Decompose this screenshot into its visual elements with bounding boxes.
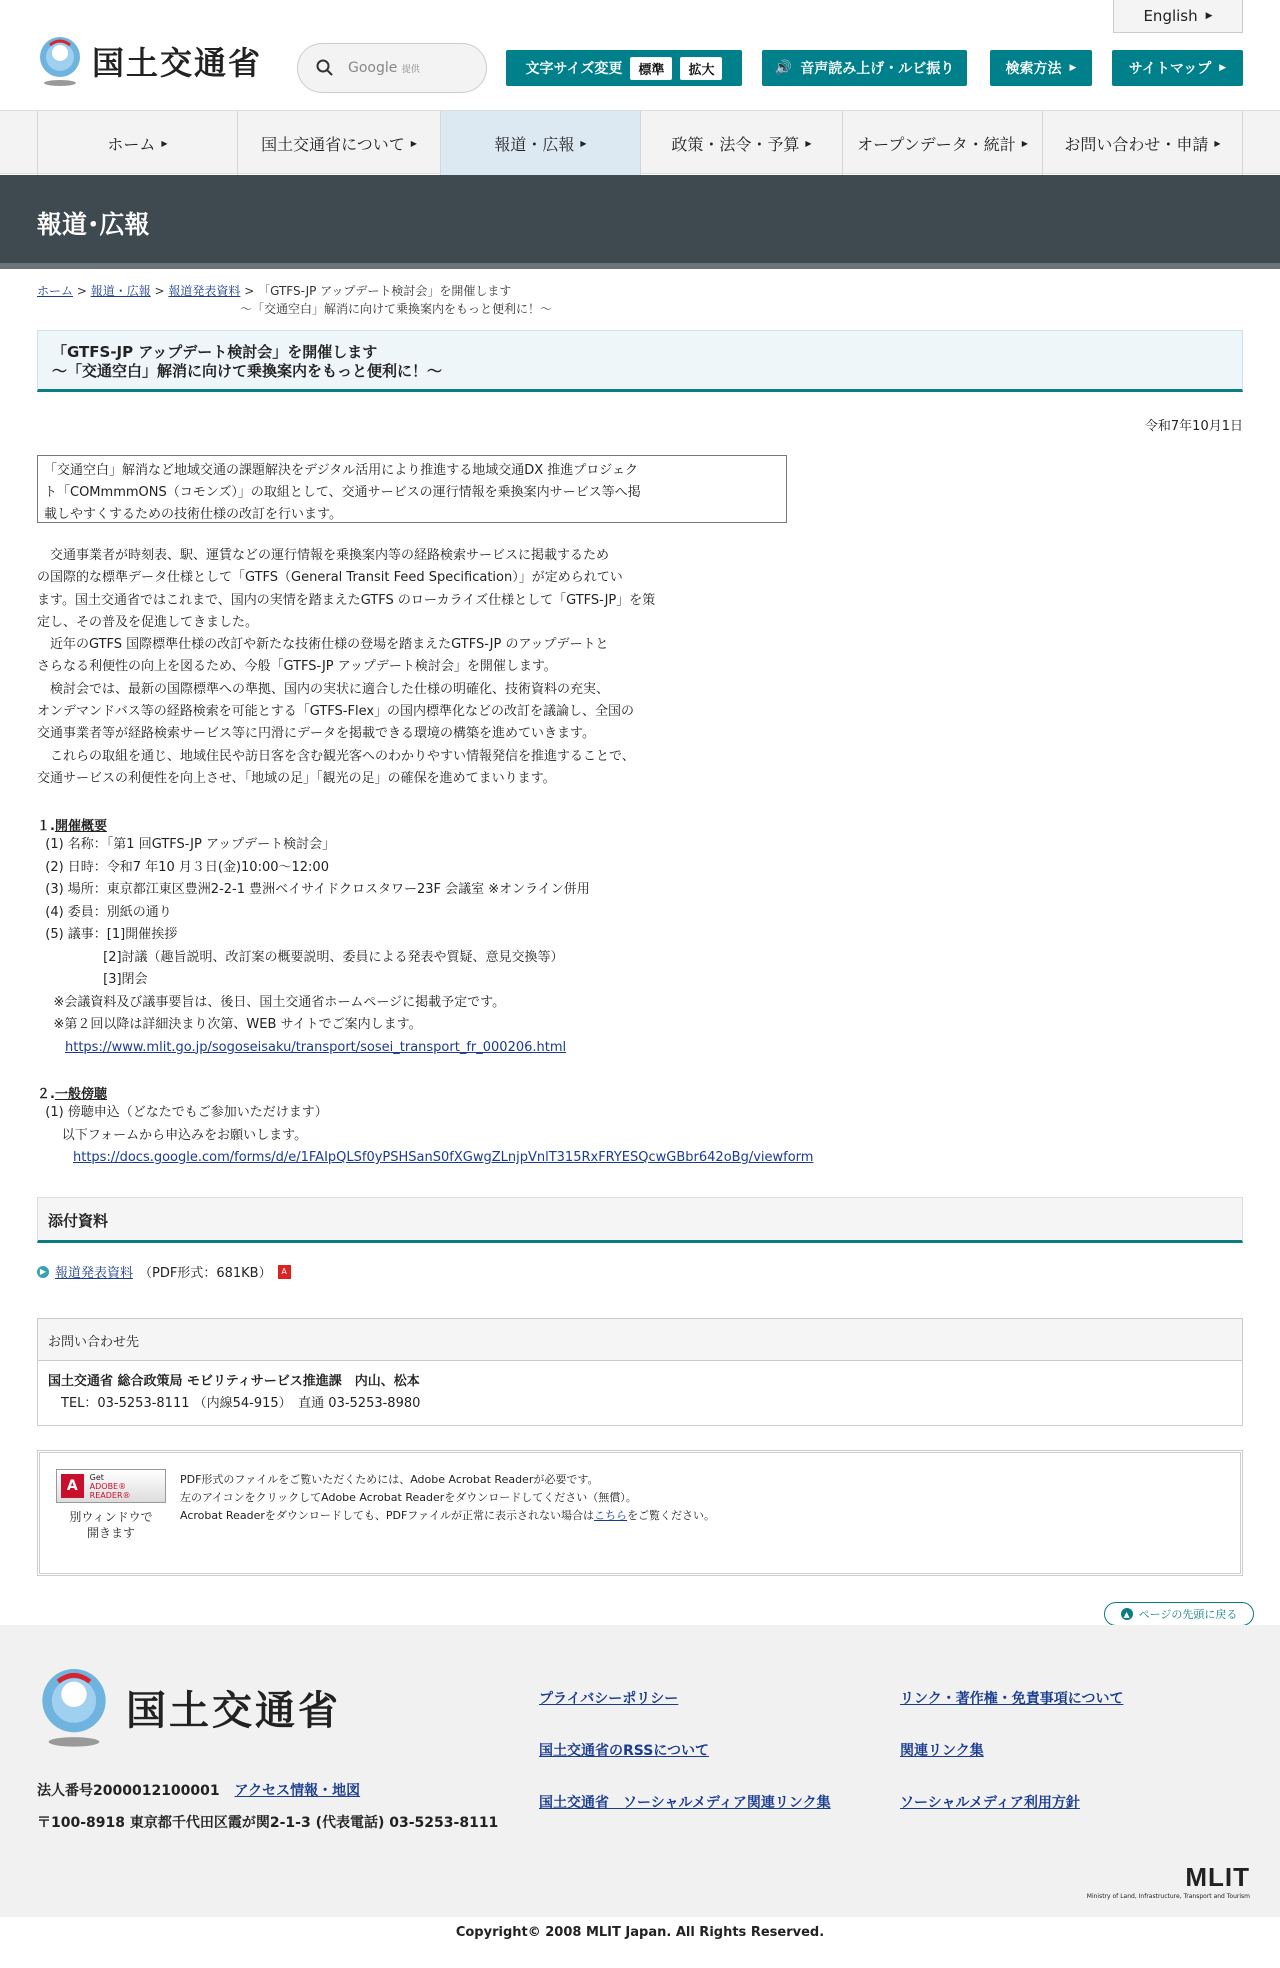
arrow-up-icon: ▲	[1121, 1608, 1133, 1620]
mlit-wordmark: MLIT Ministry of Land, Infrastructure, Transport and Tourism	[1086, 1862, 1250, 1900]
nav-about[interactable]	[237, 111, 440, 175]
voice-label: 音声読み上げ・ルビ振り	[800, 61, 955, 77]
section-title: 報道･広報	[37, 210, 150, 239]
footer-link-privacy[interactable]: プライバシーポリシー	[539, 1691, 679, 1707]
audience-instruction: 以下フォームから申込みをお願いします。	[37, 1127, 308, 1143]
breadcrumb-release[interactable]: 報道発表資料	[168, 284, 241, 298]
nav-press[interactable]	[440, 111, 640, 175]
search-method-button[interactable]	[990, 50, 1092, 86]
acrobat-caption: 別ウィンドウで 開きます	[69, 1510, 153, 1540]
overview-place: (3) 場所：東京都江東区豊洲2-2-1 豊洲ベイサイドクロスタワー23F 会議室 ※オンライン併用	[37, 882, 590, 897]
get-adobe-reader-button[interactable]	[56, 1469, 166, 1503]
overview-members: (4) 委員：別紙の通り	[37, 904, 172, 920]
acrobat-help-link[interactable]: こちら	[594, 1509, 628, 1522]
triangle-right-icon: ▶	[1205, 11, 1213, 21]
logo-text: 国土交通省	[92, 43, 263, 82]
search-box[interactable]	[297, 43, 487, 93]
contact-heading: お問い合わせ先	[38, 1319, 1242, 1361]
site-logo[interactable]	[36, 33, 266, 88]
nav-policy[interactable]	[640, 111, 842, 175]
triangle-right-icon: ▶	[1069, 63, 1077, 73]
nav-label: ホーム	[107, 134, 156, 154]
font-size-label: 文字サイズ変更	[525, 61, 623, 77]
overview-agenda: [3]閉会	[37, 972, 148, 987]
attachments-heading: 添付資料	[37, 1197, 1243, 1243]
nav-home[interactable]	[37, 111, 237, 175]
summary-box	[37, 455, 787, 523]
application-form-link[interactable]: https://docs.google.com/forms/d/e/1FAIpQLSf0yPSHSanS0fXGwgZLnjpVnlT315RxFRYESQcwGBbr642oBg/viewform	[73, 1150, 814, 1165]
back-to-top-label: ページの先頭に戻る	[1138, 1608, 1238, 1621]
section-band	[0, 175, 1280, 269]
font-large-button[interactable]: 拡大	[680, 57, 722, 80]
overview-name: (1) 名称：「第1 回GTFS-JP アップデート検討会」	[37, 837, 336, 852]
attachment-item	[37, 1262, 291, 1281]
triangle-right-icon: ▶	[1021, 138, 1028, 148]
triangle-right-icon: ▶	[805, 138, 812, 148]
breadcrumb-current: 「GTFS-JP アップデート検討会」を開催します	[258, 284, 512, 298]
footer-link-related[interactable]: 関連リンク集	[900, 1743, 984, 1759]
access-map-link[interactable]: アクセス情報・地図	[234, 1783, 361, 1799]
sitemap-label: サイトマップ	[1128, 61, 1212, 77]
voice-button[interactable]	[762, 50, 967, 86]
breadcrumb: ホーム > 報道・広報 > 報道発表資料 > 「GTFS-JP アップデート検討会」を開催します ～「交通空白」解消に向けて乗換案内をもっと便利に！～	[37, 284, 553, 316]
footer-link-social-policy[interactable]: ソーシャルメディア利用方針	[900, 1795, 1080, 1811]
overview-url-link[interactable]: https://www.mlit.go.jp/sogoseisaku/transport/sosei_transport_fr_000206.html	[65, 1039, 567, 1055]
overview-note: ※第２回以降は詳細決まり次第、WEB サイトでご案内します。	[37, 1017, 422, 1032]
summary-line: 載しやすくするための技術仕様の改訂を行います。	[44, 507, 342, 522]
english-link[interactable]	[1113, 0, 1243, 33]
triangle-right-icon: ▶	[1219, 63, 1227, 73]
adobe-btn-text: Get	[89, 1472, 104, 1482]
nav-label: オープンデータ・統計	[857, 134, 1016, 154]
english-label: English	[1143, 7, 1198, 25]
nav-contact[interactable]	[1042, 111, 1243, 175]
footer-logo-text: 国土交通省	[126, 1687, 341, 1734]
nav-label: 国土交通省について	[261, 134, 405, 154]
adobe-btn-text: ADOBE® READER®	[89, 1481, 131, 1500]
footer-address: 〒100-8918 東京都千代田区霞が関2-1-3 (代表電話) 03-5253-8111	[37, 1815, 499, 1831]
pdf-icon: A	[278, 1265, 291, 1279]
acrobat-text: PDF形式のファイルをご覧いただくためには、Adobe Acrobat Readerが必要です。 左のアイコンをクリックしてAdobe Acrobat Readerをダウンロードしてください（無償）。 Acrobat Readerをダウンロードしても、PDFファイルが正常に表示されない場合はこちらをご覧ください。	[180, 1473, 716, 1522]
global-nav	[0, 110, 1280, 174]
publish-date: 令和7年10月1日	[1144, 419, 1243, 434]
attachment-link[interactable]: 報道発表資料	[55, 1266, 134, 1281]
title-line-2: ～「交通空白」解消に向けて乗換案内をもっと便利に！～	[52, 362, 443, 380]
overview-note: ※会議資料及び議事要旨は、後日、国土交通省ホームページに掲載予定です。	[37, 994, 506, 1010]
contact-org: 国土交通省 総合政策局 モビリティサービス推進課 内山、松本	[48, 1374, 420, 1389]
triangle-right-icon: ▶	[161, 138, 168, 148]
triangle-right-icon: ▶	[1214, 138, 1221, 148]
nav-label: 報道・広報	[494, 134, 575, 154]
page-title	[37, 330, 1243, 392]
mlit-logo-icon	[36, 1665, 112, 1749]
footer-link-social[interactable]: 国土交通省 ソーシャルメディア関連リンク集	[539, 1795, 831, 1811]
breadcrumb-press[interactable]: 報道・広報	[90, 284, 151, 298]
sitemap-button[interactable]	[1112, 50, 1243, 86]
section-heading: １.開催概要	[37, 819, 107, 834]
font-standard-button[interactable]: 標準	[630, 57, 672, 80]
acrobat-notice	[37, 1450, 1243, 1576]
arrow-circle-icon: ▶	[37, 1266, 49, 1278]
triangle-right-icon: ▶	[410, 138, 417, 148]
back-to-top-button[interactable]	[1104, 1602, 1254, 1626]
search-brand: Google 提供	[348, 60, 420, 76]
body-paragraph: 交通事業者が時刻表、駅、運賃などの運行情報を乗換案内等の経路検索サービスに掲載するため の国際的な標準データ仕様として「GTFS（General Transit Feed Specification）」が定められてい ます。国土交通省ではこれまで、国内の実情を踏まえたGTFS のローカライズ仕様として「GTFS-JP」を策 定し、その普及を促進してきました。 近年のGTFS 国際標準仕様の改訂や新たな技術仕様の登場を踏まえたGTFS-JP のアップデートと さらなる利便性の向上を図るため、今般「GTFS-JP アップデート検討会」を開催します。 検討会では、最新の国際標準への準拠、国内の実状に適合した仕様の明確化、技術資料の充実、 オンデマンドバス等の経路検索を可能とする「GTFS-Flex」の国内標準化などの改訂を議論し、全国の 交通事業者等が経路検索サービス等に円滑にデータを掲載できる環境の構築を進めていきます。 これらの取組を通じ、地域住民や訪日客を含む観光客へのわかりやすい情報発信を推進することで、 交通サービスの利便性を向上させ、「地域の足」「観光の足」の確保を進めてまいります。	[37, 548, 656, 786]
font-size-control	[506, 50, 742, 86]
title-line-1: 「GTFS-JP アップデート検討会」を開催します	[52, 343, 378, 361]
nav-label: お問い合わせ・申請	[1064, 134, 1209, 154]
adobe-icon: A	[61, 1474, 84, 1498]
footer-link-rss[interactable]: 国土交通省のRSSについて	[539, 1743, 710, 1759]
contact-box	[37, 1318, 1243, 1426]
summary-line: 「交通空白」解消など地域交通の課題解決をデジタル活用により推進する地域交通DX 推進プロジェク	[44, 463, 639, 478]
copyright: Copyright© 2008 MLIT Japan. All Rights Reserved.	[455, 1925, 825, 1940]
audience-apply: (1) 傍聴申込（どなたでもご参加いただけます）	[37, 1105, 328, 1120]
summary-line: ト「COMmmmONS（コモンズ）」の取組として、交通サービスの運行情報を乗換案内サービス等へ掲	[44, 485, 641, 500]
corporate-number: 法人番号2000012100001 アクセス情報・地図	[37, 1783, 361, 1799]
body-text	[37, 545, 757, 790]
overview-agenda: [2]討議（趣旨説明、改訂案の概要説明、委員による発表や質疑、意見交換等）	[37, 949, 564, 965]
nav-opendata[interactable]	[842, 111, 1042, 175]
overview-date: (2) 日時：令和7 年10 月３日(金)10:00～12:00	[37, 859, 329, 875]
section-overview	[37, 815, 1037, 1059]
footer-logo[interactable]	[36, 1665, 341, 1749]
section-audience	[37, 1083, 1137, 1170]
contact-tel: TEL：03-5253-8111 （内線54-915） 直通 03-5253-8980	[48, 1396, 421, 1411]
mlit-logo-icon	[36, 35, 84, 87]
section-heading: ２.一般傍聴	[37, 1087, 107, 1102]
search-icon	[316, 59, 334, 77]
overview-agenda: (5) 議事：[1]開催挨拶	[37, 927, 178, 942]
attachment-meta: （PDF形式：681KB）	[139, 1266, 272, 1281]
breadcrumb-current-sub: ～「交通空白」解消に向けて乗換案内をもっと便利に！～	[240, 302, 553, 316]
nav-label: 政策・法令・予算	[671, 134, 800, 154]
breadcrumb-home[interactable]: ホーム	[37, 284, 74, 298]
search-method-label: 検索方法	[1005, 61, 1062, 77]
triangle-right-icon: ▶	[580, 138, 587, 148]
footer-link-copyright[interactable]: リンク・著作権・免責事項について	[900, 1691, 1124, 1707]
speaker-icon: 🔊	[774, 60, 793, 76]
